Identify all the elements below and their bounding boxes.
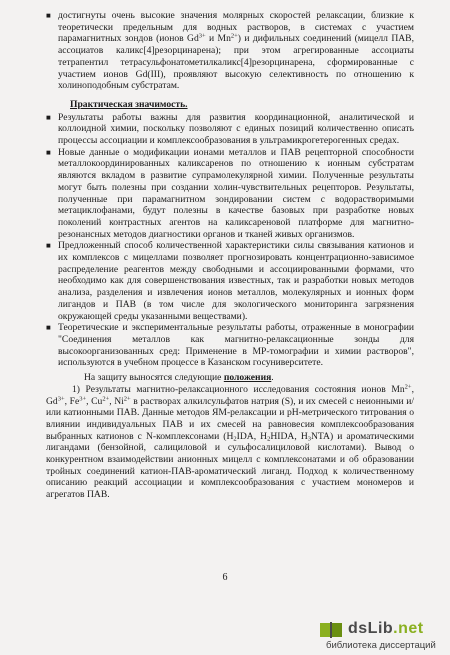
page-number: 6 — [222, 572, 228, 583]
section-heading: Практическая значимость. — [70, 98, 188, 110]
watermark-caption: библиотека диссертаций — [326, 640, 436, 651]
list-item — [46, 10, 414, 92]
list-item — [46, 147, 414, 241]
bullet-square-icon: ■ — [46, 11, 51, 20]
bullet-square-icon: ■ — [46, 147, 51, 157]
defense-item-1: 1) Результаты магнитно-релаксационного исследования состояния ионов $Mn^{2+}$, $Gd^{3+}$, $Fe^{3+}$, $Cu^{2+}$, $Ni^{2+}$ в растворах алкилсульфатов натрия (S), и их смесей с неионными и/или катионными ПАВ. Данные методов ЯМ-релаксации и рН-метрического титрования о влиянии индивидуальных ПАВ и их смесей на равновесия комплексообразования выбранных катионов с N-комплексонами ($H_2IDA$, $H_2HIDA$, $H_3NTA$) и ароматическими лигандами (бензойной, салициловой и сульфосалициловой кислотами). Вывод о конкурентном взаимодействии анионных мицелл с комплексонатами и об образовании тройных соединений катион-ПАВ-ароматический лиганд. Подход к количественному описанию реакций ассоциации и комплексообразования с участием мономеров и агрегатов ПАВ. — [46, 383, 414, 501]
paragraph-text: Теоретические и экспериментальные результаты работы, отраженные в монографии "Соединения металлов как магнитно-релаксационные зонды для высокоорганизованных сред: Применение в МР-томографии и химии растворов", используются в учебном процессе в Казанском госуниверситете. — [58, 322, 414, 369]
paragraph-text: Результаты работы важны для развития координационной, аналитической и коллоидной химии, поскольку позволяют с единых позиций количественно описать процессы ассоциации и комплексообразования в ультрамикрогетерогенных средах. — [58, 111, 414, 147]
watermark — [318, 618, 450, 655]
watermark-brand: dsLib.net — [348, 620, 424, 637]
page-body — [46, 10, 414, 501]
dslib-logo-icon — [318, 620, 346, 640]
list-item — [46, 112, 414, 147]
bullet-square-icon: ■ — [46, 241, 51, 251]
paragraph-text: Предложенный способ количественной характеристики силы связывания катионов и их комплексов с мицеллами позволяет прогнозировать концентрационно-зависимое распределение реагентов между свободными и ассоциированными формами, что необходимо как для совершенствования известных, так и разработки новых методов анализа, разделения и извлечения ионов металлов, молекулярных и ионных форм лигандов и ПАВ (в том числе для экологического мониторинга загрязнения окружающей среды указанными веществами). — [58, 240, 414, 322]
paragraph-text: достигнуты очень высокие значения молярных скоростей релаксации, близкие к теоретически предельным для водных растворов, в системах с участием парамагнитных зондов (ионов $Gd^{3+}$ и $Mn^{2+}$) и дифильных соединений (мицелл ПАВ, ассоциатов каликс[4]резорцинарена); при этом агрегированные ассоциаты тетрапентил тетрасульфонатометилкаликс[4]резорцинарена, сформированные с участием ионов Gd(III), проявляют высокую селективность по отношению к холиноподобным субстратам. — [58, 10, 414, 92]
paragraph-text: Новые данные о модификации ионами металлов и ПАВ рецепторной способности металлокоординированных каликсаренов по отношению к ионным субстратам являются вкладом в развитие супрамолекулярной химии. Полученные результаты могут быть полезны при создании холин-чувствительных рецепторов. Результаты, полученные при парамагнитном зондировании систем с водорастворимыми метациклофанами, будут полезны в качестве базовых при разработке новых поколений контрастных агентов на каликсареновой платформе для магнитно-резонансных методов диагностики органов и тканей живых организмов. — [58, 146, 414, 240]
bullet-square-icon: ■ — [46, 112, 51, 122]
list-item — [46, 240, 414, 322]
bullet-square-icon: ■ — [46, 323, 51, 333]
defense-intro: На защиту выносятся следующие положения. — [84, 372, 274, 384]
list-item — [46, 322, 414, 369]
